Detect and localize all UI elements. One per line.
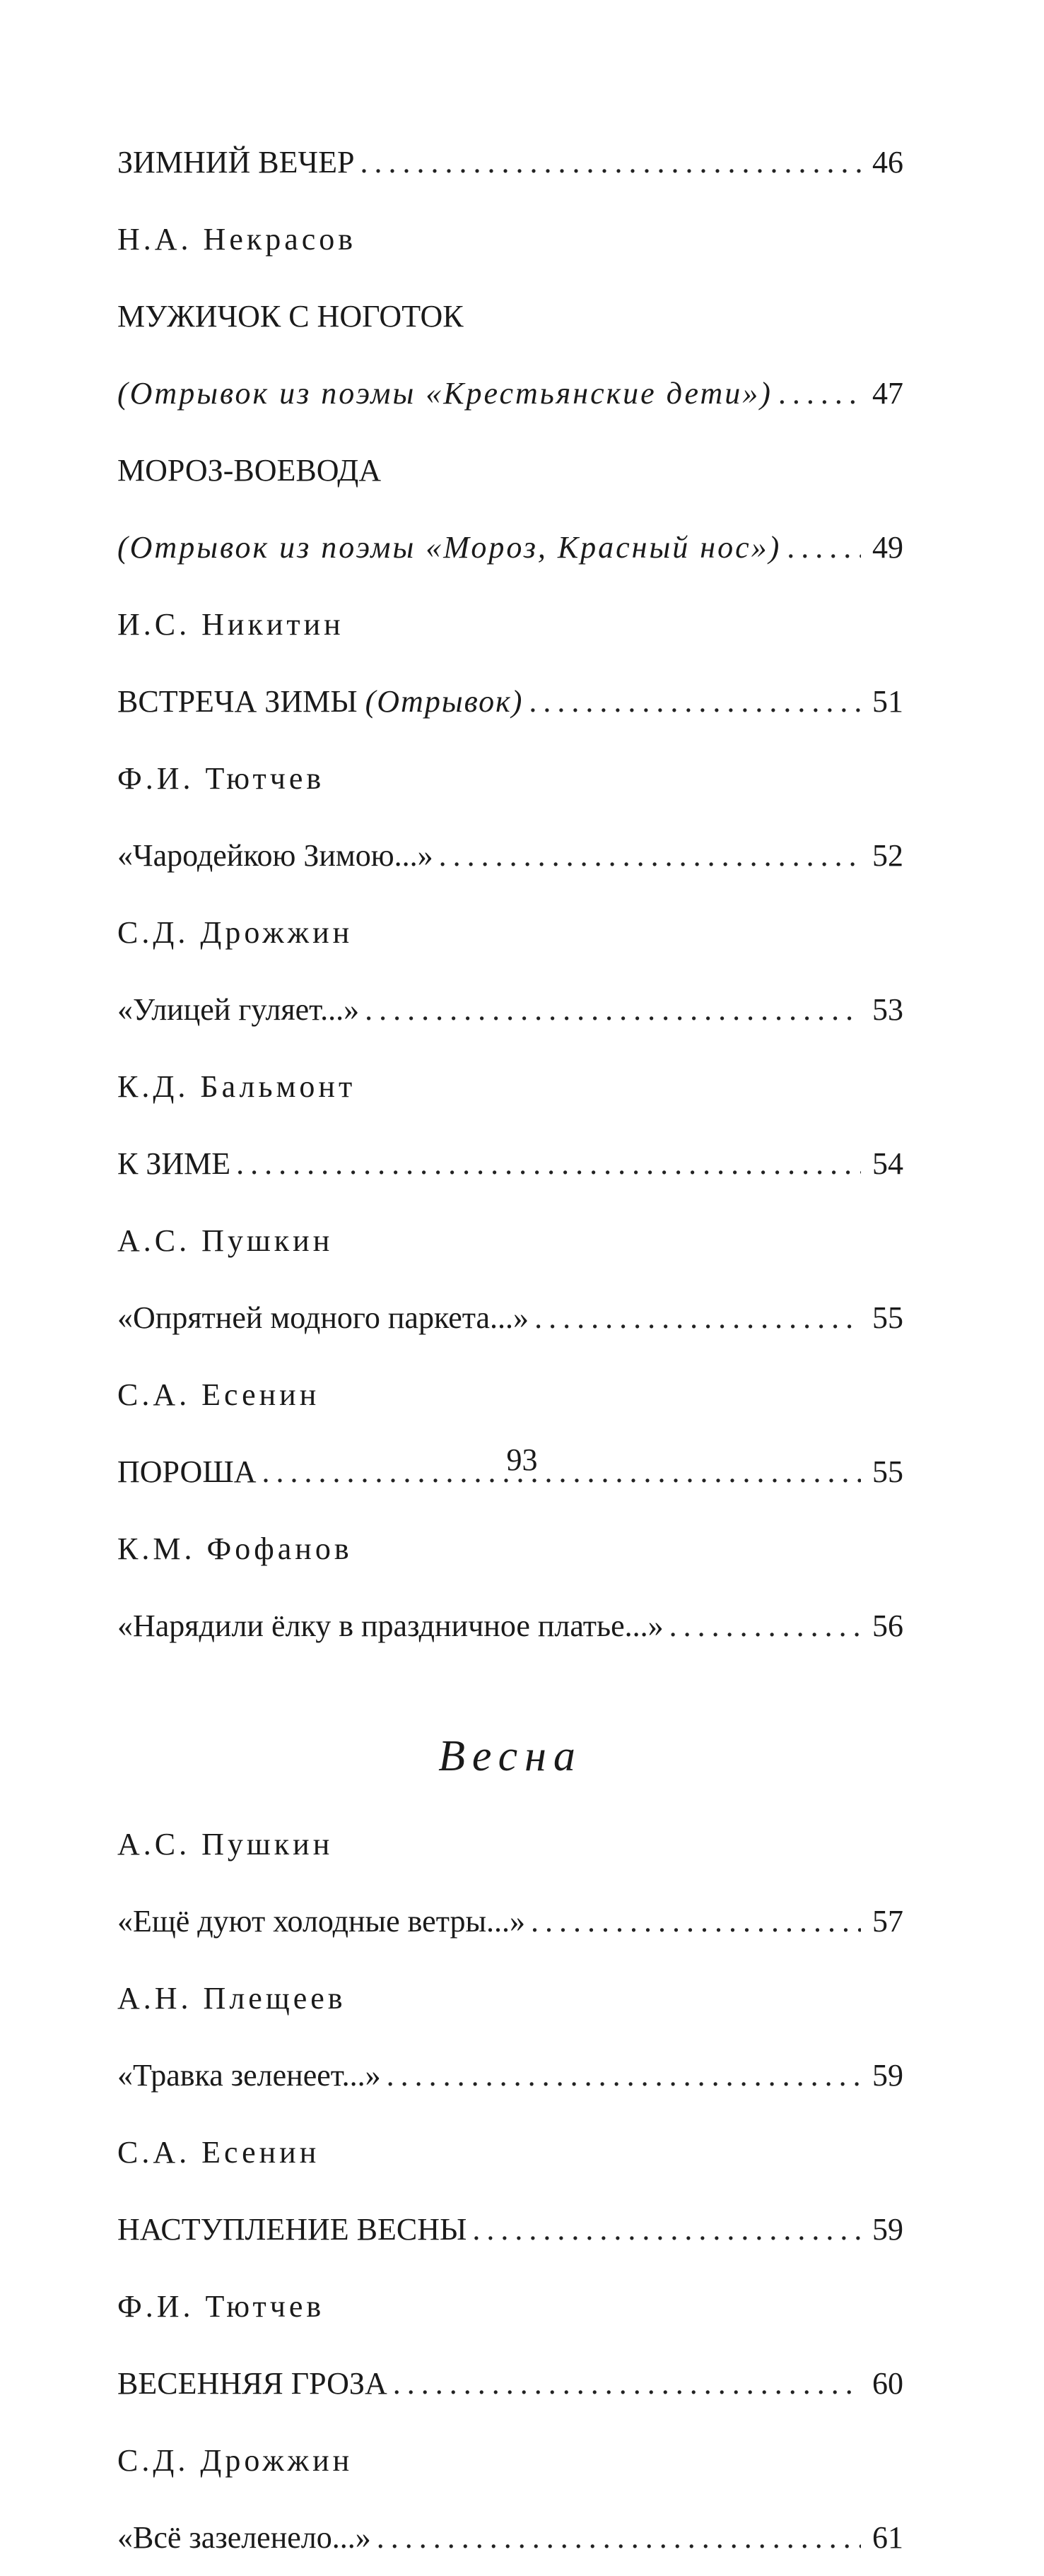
author-name: А.С. Пушкин (117, 1827, 334, 1862)
poem-title: «Нарядили ёлку в праздничное платье...» (117, 1608, 664, 1643)
page-ref: 57 (872, 1904, 903, 1939)
poem-title: ПОРОША (117, 1454, 257, 1489)
dot-leader (534, 1279, 861, 1356)
toc-entry (117, 2037, 903, 2114)
poem-title: «Чародейкою Зимою...» (117, 838, 433, 873)
dot-leader (377, 2499, 861, 2576)
page-ref: 47 (872, 376, 903, 411)
dot-leader (387, 2037, 861, 2114)
poem-title: «Улицей гуляет...» (117, 992, 360, 1027)
poem-title-text: ВСТРЕЧА ЗИМЫ (117, 684, 358, 719)
page-ref: 56 (872, 1608, 903, 1643)
poem-title: «Всё зазеленело...» (117, 2520, 371, 2555)
poem-title: «Опрятней модного паркета...» (117, 1300, 529, 1335)
poem-note: (Отрывок из поэмы «Крестьянские дети») (117, 376, 773, 411)
dot-leader (472, 2191, 861, 2268)
author-name: Ф.И. Тютчев (117, 2289, 325, 2324)
poem-title: МУЖИЧОК С НОГОТОК (117, 299, 464, 334)
dot-leader (360, 124, 861, 201)
dot-leader (529, 663, 861, 740)
author-name: К.Д. Бальмонт (117, 1069, 356, 1104)
author-name: Н.А. Некрасов (117, 222, 357, 257)
poem-title: «Ещё дуют холодные ветры...» (117, 1904, 526, 1939)
toc-entry (117, 663, 903, 740)
toc-entry (117, 509, 903, 586)
section-heading: Весна (438, 1732, 582, 1780)
dot-leader (439, 817, 861, 894)
page-ref: 54 (872, 1146, 903, 1181)
page-ref: 60 (872, 2366, 903, 2401)
poem-note: (Отрывок) (365, 684, 524, 719)
page-ref: 51 (872, 684, 903, 719)
dot-leader (787, 509, 861, 586)
toc-entry (117, 1587, 903, 1664)
toc-entry (117, 1125, 903, 1202)
page-number: 93 (506, 1442, 538, 1477)
author-name: С.Д. Дрожжин (117, 915, 353, 950)
poem-note: (Отрывок из поэмы «Мороз, Красный нос») (117, 530, 782, 565)
author-name: Ф.И. Тютчев (117, 761, 325, 796)
page-ref: 55 (872, 1300, 903, 1335)
author-name: С.А. Есенин (117, 1377, 320, 1412)
dot-leader (778, 355, 861, 432)
toc-entry (117, 2345, 903, 2422)
toc-entry (117, 817, 903, 894)
author-name: А.С. Пушкин (117, 1223, 334, 1258)
poem-title: ВЕСЕННЯЯ ГРОЗА (117, 2366, 387, 2401)
dot-leader (236, 1125, 861, 1202)
toc-entry (117, 1279, 903, 1356)
poem-title (117, 663, 523, 740)
toc-entry (117, 2191, 903, 2268)
toc-entry (117, 971, 903, 1048)
author-name: С.Д. Дрожжин (117, 2443, 353, 2478)
page-ref: 52 (872, 838, 903, 873)
page-ref: 59 (872, 2058, 903, 2093)
dot-leader (393, 2345, 861, 2422)
poem-title: ЗИМНИЙ ВЕЧЕР (117, 145, 355, 180)
author-name: С.А. Есенин (117, 2135, 320, 2170)
author-name: А.Н. Плещеев (117, 1981, 346, 2016)
page-ref: 55 (872, 1454, 903, 1489)
dot-leader (365, 971, 861, 1048)
page-ref: 49 (872, 530, 903, 565)
page-ref: 53 (872, 992, 903, 1027)
page-ref: 46 (872, 145, 903, 180)
author-name: И.С. Никитин (117, 607, 344, 642)
dot-leader (669, 1587, 861, 1664)
toc-entry (117, 2499, 903, 2576)
poem-title: К ЗИМЕ (117, 1146, 231, 1181)
toc-entry (117, 1883, 903, 1960)
author-name: К.М. Фофанов (117, 1531, 353, 1566)
poem-title: МОРОЗ-ВОЕВОДА (117, 453, 382, 488)
poem-title: «Травка зеленеет...» (117, 2058, 381, 2093)
toc-entry (117, 355, 903, 432)
table-of-contents (117, 124, 903, 2576)
toc-entry (117, 124, 903, 201)
page-ref: 61 (872, 2520, 903, 2555)
poem-title: НАСТУПЛЕНИЕ ВЕСНЫ (117, 2212, 467, 2247)
dot-leader (531, 1883, 861, 1960)
page-ref: 59 (872, 2212, 903, 2247)
